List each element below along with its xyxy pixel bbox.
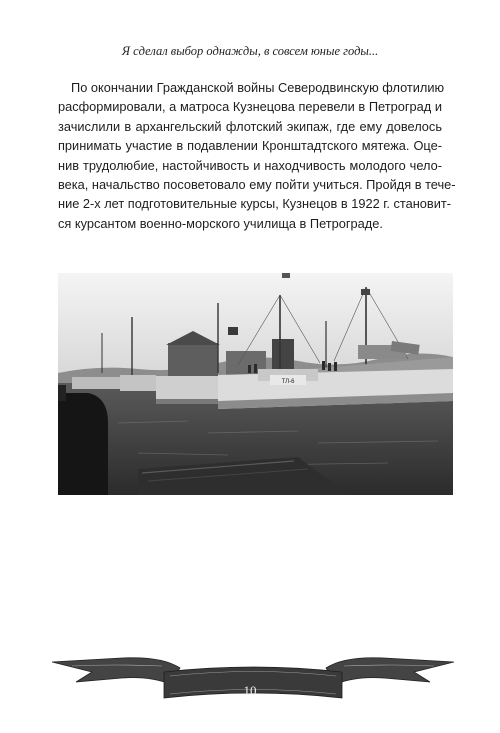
boat-marking: ТЛ-6 [281,379,295,385]
paragraph-line: зачислили в архангельский флотский экипаж, где ему довелось [58,118,442,134]
building [168,343,218,377]
paragraph-line: века, начальство посоветовало ему пойти учиться. Пройдя в тече- [58,177,456,193]
paragraph-line: нив трудолюбие, настойчивость и находчивость молодого чело- [58,157,442,173]
paragraph-line: принимать участие в подавлении Кронштадтского мятежа. Оце- [58,138,442,154]
paragraph-line: По окончании Гражданской войны Северодвинскую флотилию [71,80,445,95]
paragraph-line: ние 2-х лет подготовительные курсы, Кузнецов в 1922 г. становит- [58,196,451,212]
ribbon-left-tail [52,658,180,684]
historical-photo [58,273,453,495]
paragraph-line: ся курсантом военно-морского училища в Петрограде. [58,215,383,231]
body-paragraph [58,78,456,233]
ribbon-right-tail [326,658,454,684]
paragraph-line: расформировали, а матроса Кузнецова перевели в Петроград и [58,99,442,115]
running-title: Я сделал выбор однажды, в совсем юные годы... [121,44,379,58]
foreground-hull [58,393,108,495]
page-number: 10 [243,683,257,698]
